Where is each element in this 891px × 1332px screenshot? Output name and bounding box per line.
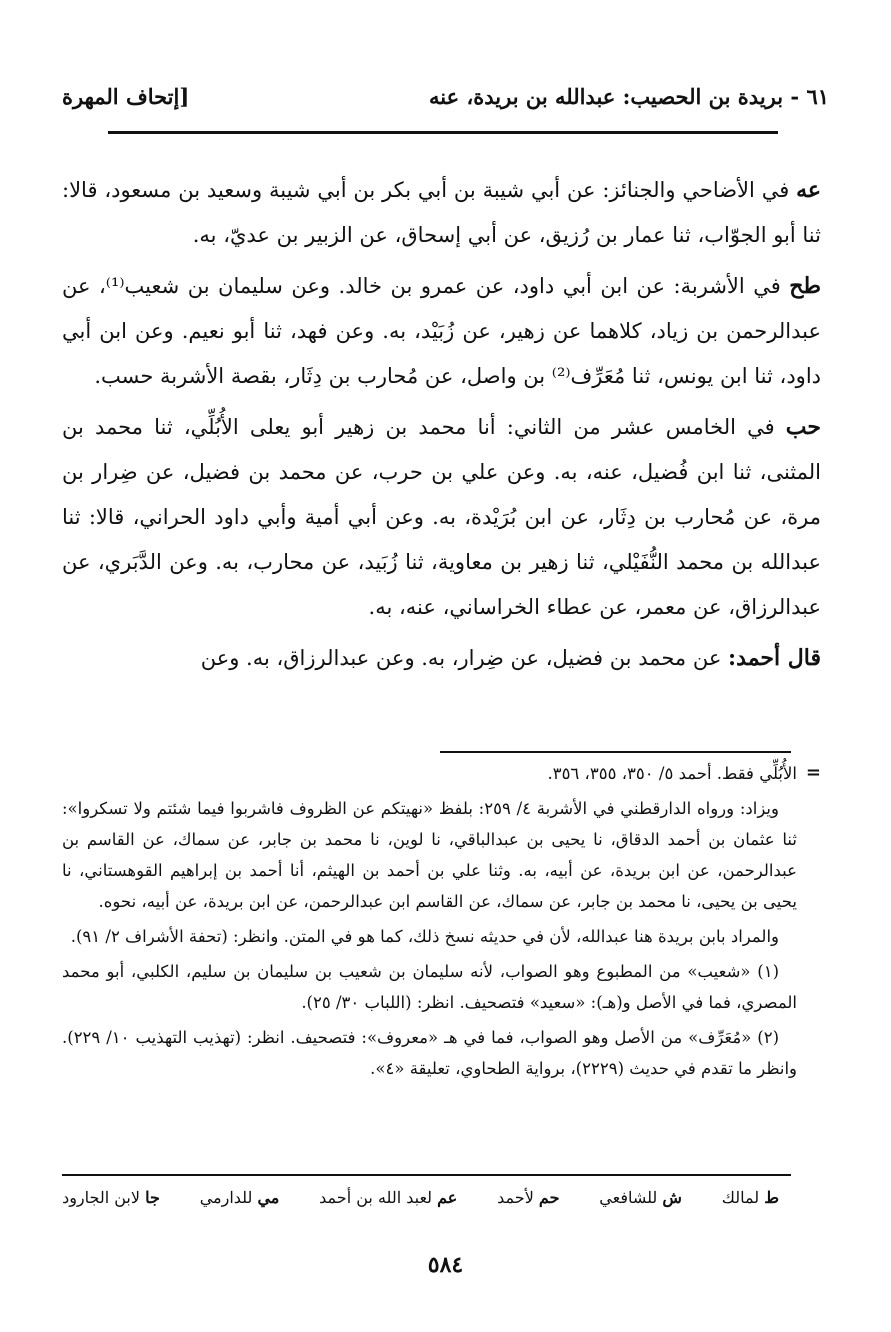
- footnote-line: والمراد بابن بريدة هنا عبدالله، لأن في حديثه نسخ ذلك، كما هو في المتن. وانظر: (تحفة الأشراف ٢/ ٩١).: [70, 927, 779, 946]
- footnote-line: الأُبُلِّي فقط. أحمد ٥/ ٣٥٠، ٣٥٥، ٣٥٦.: [547, 764, 797, 783]
- book-title: [إتحاف المهرة: [62, 84, 190, 109]
- running-header: [62, 84, 829, 124]
- chapter-title: ٦١ - بريدة بن الحصيب: عبدالله بن بريدة، عنه: [429, 84, 829, 109]
- source-code: عه: [796, 177, 821, 203]
- legend-label: لابن الجارود: [62, 1188, 141, 1207]
- legend-label: لعبد الله بن أحمد: [319, 1188, 433, 1207]
- legend-code: عم: [437, 1188, 458, 1207]
- legend-code: ط: [764, 1188, 779, 1207]
- entry-text: عن محمد بن فضيل، عن ضِرار، به. وعن عبدالرزاق، به. وعن: [200, 646, 729, 670]
- legend-item: [722, 1188, 779, 1218]
- entry-paragraph: [62, 405, 821, 630]
- source-code: قال أحمد:: [728, 645, 821, 671]
- footnotes: [62, 758, 797, 1088]
- legend-code: ش: [662, 1188, 682, 1207]
- legend-item: [62, 1188, 160, 1218]
- entry-paragraph: [62, 168, 821, 258]
- legend-code: جا: [145, 1188, 160, 1207]
- entry-text: في الأشربة: عن ابن أبي داود، عن عمرو بن خالد. وعن سليمان بن شعيب⁽¹⁾، عن عبدالرحمن بن زياد، كلاهما عن زهير، عن زُبَيْد، به. وعن فهد، ثنا أبو نعيم. وعن ابن أبي داود، ثنا ابن يونس، ثنا مُعَرِّف⁽²⁾ بن واصل، عن مُحارب بن دِثَار، بقصة الأشربة حسب.: [62, 274, 821, 388]
- main-text: [62, 168, 821, 687]
- legend-label: للشافعي: [599, 1188, 658, 1207]
- footnote-line: (١) «شعيب» من المطبوع وهو الصواب، لأنه سليمان بن شعيب بن سليمان بن سليم، الكلبي، أبو محمد المصري، فما في الأصل و(هـ): «سعيد» فتصحيف. انظر: (اللباب ٣٠/ ٢٥).: [62, 962, 797, 1012]
- legend-label: لمالك: [721, 1188, 760, 1207]
- legend-divider: [62, 1174, 791, 1176]
- footnote-line: (٢) «مُعَرِّف» من الأصل وهو الصواب، فما في هـ «معروف»: فتصحيف. انظر: (تهذيب التهذيب ١٠/ ٢٢٩). وانظر ما تقدم في حديث (٢٢٢٩)، برواية الطحاوي، تعليقة «٤».: [62, 1028, 797, 1078]
- entry-text: في الخامس عشر من الثاني: أنا محمد بن زهير أبو يعلى الأُبُلِّي، ثنا محمد بن المثنى، ثنا ابن فُضيل، عنه، به. وعن علي بن حرب، عن محمد بن فضيل، عن ضِرار بن مرة، عن مُحارب بن دِثَار، عن ابن بُرَيْدة، به. وعن أبي أمية وأبي داود الحراني، قالا: ثنا عبدالله بن محمد النُّفَيْلي، ثنا زهير بن معاوية، ثنا زُبَيد، عن محارب، به. وعن الدَّبَري، عن عبدالرزاق، عن معمر، عن عطاء الخراساني، عنه، به.: [62, 415, 821, 619]
- legend-code: حم: [538, 1188, 560, 1207]
- entry-paragraph: [62, 636, 821, 681]
- legend-item: [200, 1188, 280, 1218]
- source-code: طح: [789, 273, 821, 299]
- abbreviation-legend: [62, 1188, 779, 1218]
- entry-paragraph: [62, 264, 821, 399]
- legend-item: [497, 1188, 559, 1218]
- footnote-divider: [440, 751, 791, 753]
- legend-label: لأحمد: [497, 1188, 534, 1207]
- legend-item: [599, 1188, 682, 1218]
- entry-text: في الأضاحي والجنائز: عن أبي شيبة بن أبي بكر بن أبي شيبة وسعيد بن مسعود، قالا: ثنا أبو الجوّاب، ثنا عمار بن رُزيق، عن أبي إسحاق، عن الزبير بن عديّ، به.: [62, 178, 821, 247]
- page-number: ٥٨٤: [427, 1252, 464, 1278]
- footnote-continuation-mark: =: [805, 762, 821, 783]
- legend-item: [319, 1188, 457, 1218]
- header-divider: [108, 131, 778, 134]
- legend-label: للدارمي: [199, 1188, 253, 1207]
- legend-code: مي: [257, 1188, 280, 1207]
- footnote-line: ويزاد: ورواه الدارقطني في الأشربة ٤/ ٢٥٩: بلفظ «نهيتكم عن الظروف فاشربوا فيما شئتم ولا تسكروا»: ثنا عثمان بن أحمد الدقاق، نا يحيى بن عبدالباقي، نا لوين، نا محمد بن جابر، عن سماك، عن القاسم بن عبدالرحمن، عن ابن بريدة، عن أبيه، به. وثنا علي بن أحمد بن الهيثم، أنا أحمد بن إبراهيم القوهستاني، نا يحيى بن يحيى، نا محمد بن جابر، عن سماك، عن القاسم ابن عبدالرحمن، عن ابن بريدة، عن أبيه، نحوه.: [62, 799, 797, 911]
- source-code: حب: [785, 414, 821, 440]
